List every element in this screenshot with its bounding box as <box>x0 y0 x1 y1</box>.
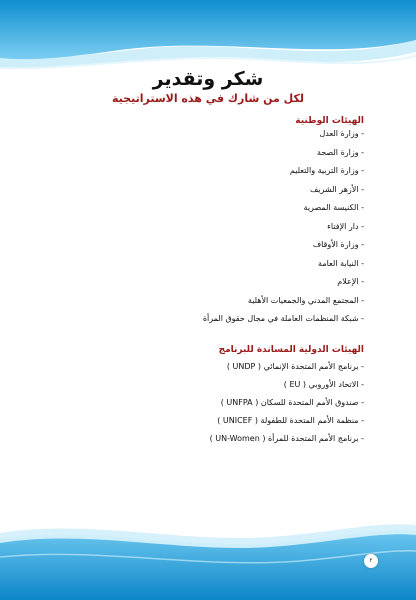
list-item: - دار الإفتاء <box>327 221 364 231</box>
page-number: ٢ <box>364 554 378 568</box>
list-item: - الإعلام <box>337 277 364 286</box>
national-bodies-list <box>203 125 364 329</box>
international-bodies-heading: الهيئات الدولية المساندة للبرنامج <box>218 345 364 355</box>
list-item: - وزارة التربية والتعليم <box>289 166 364 175</box>
list-item: - النيابة العامة <box>318 258 364 268</box>
list-item: - الاتحاد الأوروبي ( EU ) <box>283 380 364 389</box>
page-subtitle: لكل من شارك في هذه الاستراتيجية <box>112 92 304 105</box>
list-item: - برنامج الأمم المتحدة الإنمائي ( UNDP ) <box>226 362 364 371</box>
list-item: - المجتمع المدني والجمعيات الأهلية <box>247 295 364 305</box>
list-item: - برنامج الأمم المتحدة للمرأة ( UN-Women ) <box>209 434 364 443</box>
list-item: - وزارة العدل <box>319 129 364 138</box>
international-bodies-list <box>210 358 364 448</box>
list-item: - وزارة الصحة <box>316 147 364 157</box>
list-item: - الكنيسة المصرية <box>303 203 364 212</box>
list-item: - وزارة الأوقاف <box>312 240 364 249</box>
list-item: - منظمة الأمم المتحدة للطفولة ( UNICEF ) <box>217 416 364 425</box>
page-title: شكر وتقدير <box>152 68 264 90</box>
list-item: - شبكة المنظمات العاملة في مجال حقوق المرأة <box>202 314 364 323</box>
list-item: - صندوق الأمم المتحدة للسكان ( UNFPA ) <box>220 398 364 407</box>
list-item: - الأزهر الشريف <box>310 184 364 194</box>
national-bodies-heading: الهيئات الوطنية <box>295 116 364 126</box>
